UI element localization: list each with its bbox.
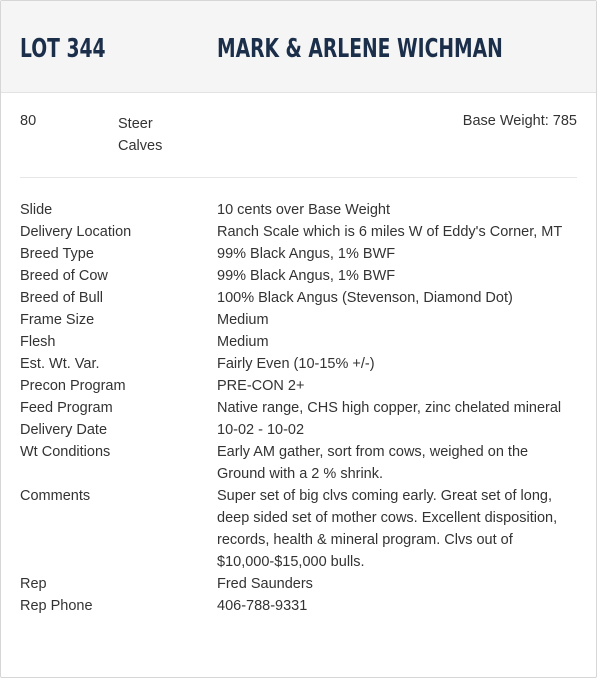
lot-summary [20, 93, 577, 178]
detail-label: Breed of Cow [20, 268, 108, 284]
detail-value: Native range, CHS high copper, zinc chelated mineral [217, 400, 562, 416]
detail-label: Delivery Date [20, 422, 108, 438]
detail-row-breed-of-cow [20, 265, 580, 287]
detail-label: Feed Program [20, 400, 113, 416]
detail-row-rep [20, 573, 580, 595]
detail-label: Rep [20, 576, 47, 592]
detail-row-wt-conditions [20, 441, 580, 485]
detail-value: 10 cents over Base Weight [217, 202, 391, 218]
detail-value: 99% Black Angus, 1% BWF [217, 268, 396, 284]
detail-value: 99% Black Angus, 1% BWF [217, 246, 396, 262]
detail-label: Slide [20, 202, 53, 218]
detail-label: Flesh [20, 334, 56, 350]
detail-value: Early AM gather, sort from cows, weighed on the Ground with a 2 % shrink. [217, 444, 529, 482]
detail-label: Frame Size [20, 312, 95, 328]
detail-value: Fred Saunders [217, 576, 313, 592]
detail-value: Medium [217, 312, 269, 328]
cattle-type-line2: Calves [118, 138, 163, 154]
detail-row-delivery-date [20, 419, 580, 441]
detail-value: Medium [217, 334, 269, 350]
cattle-type [118, 113, 188, 157]
detail-value: PRE-CON 2+ [217, 378, 305, 394]
detail-label: Precon Program [20, 378, 126, 394]
detail-label: Est. Wt. Var. [20, 356, 100, 372]
detail-value: 100% Black Angus (Stevenson, Diamond Dot) [217, 290, 513, 306]
detail-label: Breed of Bull [20, 290, 104, 306]
lot-header [1, 1, 596, 93]
detail-row-delivery-location [20, 221, 580, 243]
detail-label: Wt Conditions [20, 444, 111, 460]
detail-value: 406-788-9331 [217, 598, 308, 614]
detail-label: Rep Phone [20, 598, 93, 614]
detail-value: Fairly Even (10-15% +/-) [217, 356, 375, 372]
detail-row-feed-program [20, 397, 580, 419]
detail-value: Super set of big clvs coming early. Great set of long, deep sided set of mother cows. Excellent disposition, records, health & mineral program. Clvs out of $10,000-$15,000 bulls. [217, 488, 558, 570]
detail-row-est-wt-var [20, 353, 580, 375]
detail-row-breed-type [20, 243, 580, 265]
detail-value: 10-02 - 10-02 [217, 422, 305, 438]
seller-name: MARK & ARLENE WICHMAN [217, 34, 503, 64]
detail-row-flesh [20, 331, 580, 353]
lot-number: LOT 344 [20, 34, 106, 64]
detail-row-frame-size [20, 309, 580, 331]
detail-label: Breed Type [20, 246, 94, 262]
detail-row-comments [20, 485, 580, 573]
detail-label: Delivery Location [20, 224, 132, 240]
detail-row-breed-of-bull [20, 287, 580, 309]
detail-row-rep-phone [20, 595, 580, 617]
detail-value: Ranch Scale which is 6 miles W of Eddy's Corner, MT [217, 224, 563, 240]
cattle-type-line1: Steer [118, 116, 153, 132]
detail-row-slide [20, 199, 580, 221]
detail-label: Comments [20, 488, 91, 504]
base-weight: Base Weight: 785 [462, 113, 577, 129]
detail-row-precon-program [20, 375, 580, 397]
lot-details [20, 199, 580, 617]
head-count: 80 [20, 113, 37, 129]
